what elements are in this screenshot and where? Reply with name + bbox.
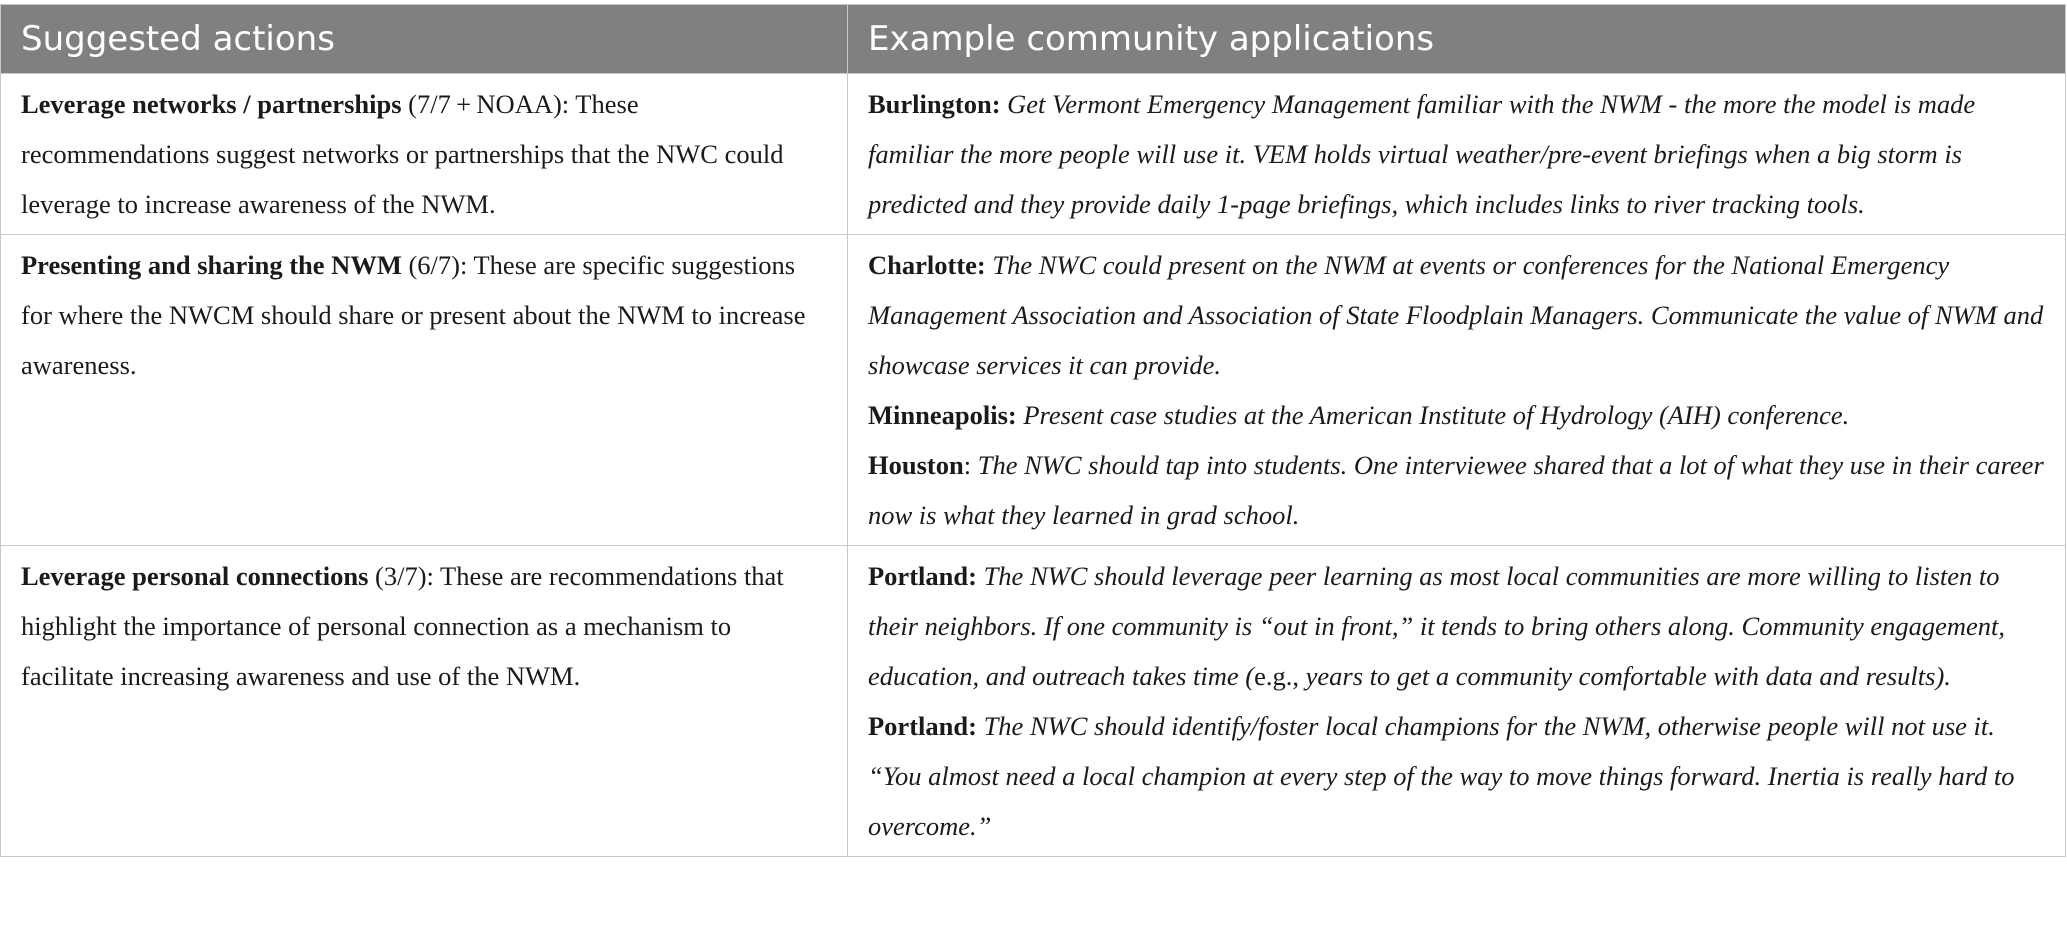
example-entry bbox=[868, 79, 2051, 229]
community-name: Portland: bbox=[868, 561, 977, 591]
example-text: e.g., bbox=[1254, 661, 1300, 691]
header-suggested-actions: Suggested actions bbox=[1, 5, 848, 74]
action-cell bbox=[1, 235, 848, 546]
examples-cell bbox=[848, 546, 2066, 857]
example-entry bbox=[868, 551, 2051, 701]
action-cell bbox=[1, 546, 848, 857]
example-text: Get Vermont Emergency Management familiar with the NWM - the more the model is made familiar the more people will use it. VEM holds virtual weather/pre-event briefings when a big storm is predicted and they provide daily 1-page briefings, which includes links to river tracking tools. bbox=[868, 89, 1976, 219]
action-description: : These are specific suggestions for where the NWCM should share or present about the NWM to increase awareness. bbox=[21, 250, 806, 380]
action-title: Presenting and sharing the NWM bbox=[21, 250, 402, 280]
example-text: : bbox=[963, 450, 978, 480]
community-name: Minneapolis: bbox=[868, 400, 1017, 430]
example-text: The NWC should identify/foster local champions for the NWM, otherwise people will not use it. “You almost need a local champion at every step of the way to move things forward. Inertia is really hard to overcome.” bbox=[868, 711, 2015, 841]
actions-table bbox=[0, 4, 2066, 857]
action-title: Leverage personal connections bbox=[21, 561, 369, 591]
example-entry bbox=[868, 701, 2051, 851]
table-body bbox=[1, 74, 2066, 857]
examples-cell bbox=[848, 74, 2066, 235]
action-count: (6/7) bbox=[408, 250, 460, 280]
table-row bbox=[1, 235, 2066, 546]
table-row bbox=[1, 546, 2066, 857]
community-name: Houston bbox=[868, 450, 964, 480]
action-cell bbox=[1, 74, 848, 235]
table-row bbox=[1, 74, 2066, 235]
header-example-applications: Example community applications bbox=[848, 5, 2066, 74]
examples-cell bbox=[848, 235, 2066, 546]
community-name: Burlington: bbox=[868, 89, 1001, 119]
example-text: The NWC could present on the NWM at events or conferences for the National Emergency Management Association and Association of State Floodplain Managers. Communicate the value of NWM and showcase services it can provide. bbox=[868, 250, 2044, 380]
example-text: Present case studies at the American Institute of Hydrology (AIH) conference. bbox=[1016, 400, 1850, 430]
table-header-row bbox=[1, 5, 2066, 74]
example-entry bbox=[868, 390, 2051, 440]
action-description: : These are recommendations that highlight the importance of personal connection as a mechanism to facilitate increasing awareness and use of the NWM. bbox=[21, 561, 784, 691]
example-text: years to get a community comfortable with data and results). bbox=[1299, 661, 1951, 691]
example-text: The NWC should leverage peer learning as most local communities are more willing to listen to their neighbors. If one community is “out in front,” it tends to bring others along. Community engagement, education, and outreach takes time ( bbox=[868, 561, 2005, 691]
action-count: (3/7) bbox=[375, 561, 427, 591]
example-entry bbox=[868, 240, 2051, 390]
community-name: Charlotte: bbox=[868, 250, 986, 280]
action-title: Leverage networks / partnerships bbox=[21, 89, 402, 119]
example-text: The NWC should tap into students. One interviewee shared that a lot of what they use in their career now is what they learned in grad school. bbox=[868, 450, 2044, 530]
example-entry bbox=[868, 440, 2051, 540]
action-count: (7/7 + NOAA) bbox=[408, 89, 562, 119]
action-description: : These recommendations suggest networks or partnerships that the NWC could leverage to increase awareness of the NWM. bbox=[21, 89, 784, 219]
community-name: Portland: bbox=[868, 711, 977, 741]
